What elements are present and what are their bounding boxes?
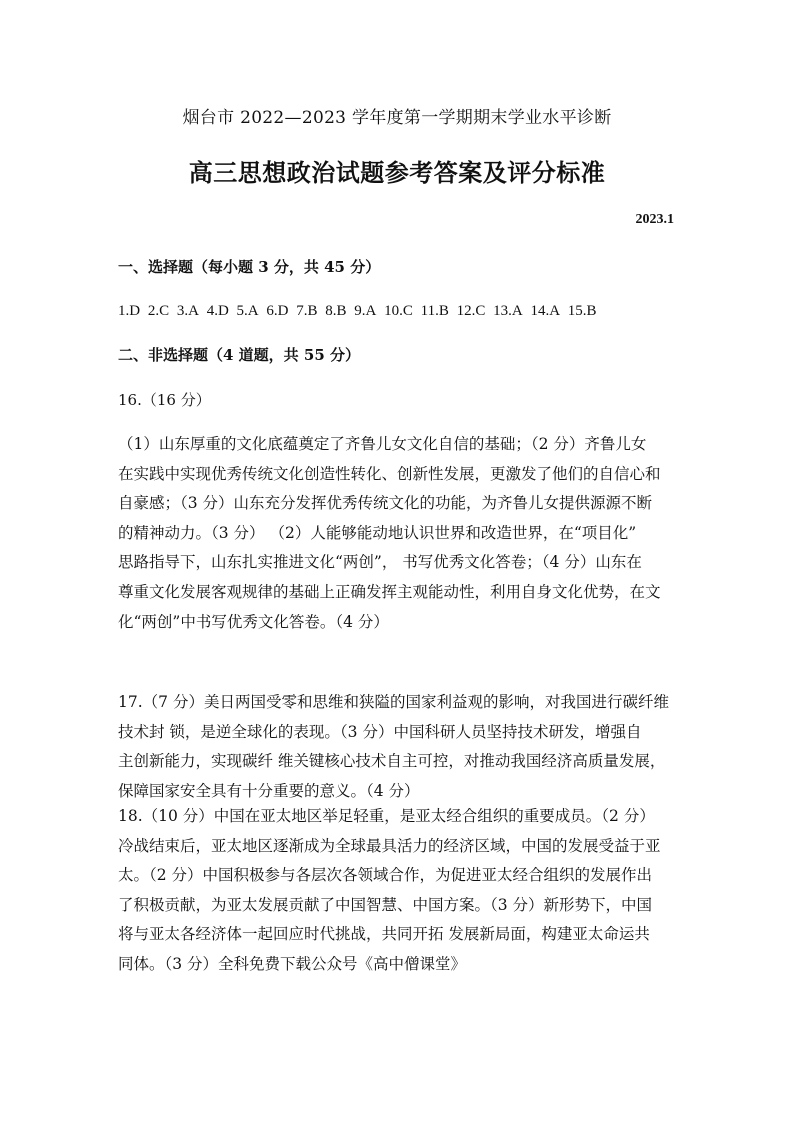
answer-line: 了积极贡献，为亚太发展贡献了中国智慧、中国方案。（3 分）新形势下，中国 bbox=[118, 895, 653, 914]
answer-line: 将与亚太各经济体一起回应时代挑战，共同开拓 发展新局面，构建亚太命运共 bbox=[118, 925, 650, 944]
answer-line: 主创新能力，实现碳纤 维关键核心技术自主可控，对推动我国经济高质量发展， bbox=[118, 752, 666, 771]
answer-item: 11.B bbox=[420, 303, 449, 319]
answer-line: （1）山东厚重的文化底蕴奠定了齐鲁儿女文化自信的基础；（2 分）齐鲁儿女 bbox=[118, 435, 647, 453]
answer-line: 保障国家安全具有十分重要的意义。（4 分） bbox=[118, 781, 420, 800]
answer-item: 13.A bbox=[493, 303, 523, 319]
section-heading-open-questions: 二、非选择题（4 道题，共 55 分） bbox=[118, 346, 360, 364]
answer-item: 15.B bbox=[567, 303, 597, 319]
document-title: 高三思想政治试题参考答案及评分标准 bbox=[188, 158, 606, 187]
answer-item: 10.C bbox=[384, 303, 413, 319]
answer-item: 14.A bbox=[530, 303, 561, 319]
answer-line: 的精神动力。（3 分） （2）人能够能动地认识世界和改造世界，在“项目化” bbox=[118, 523, 637, 542]
answer-line: 17.（7 分）美日两国受零和思维和狭隘的国家利益观的影响，对我国进行碳纤维 bbox=[118, 693, 669, 711]
answer-item: 8.B bbox=[325, 303, 347, 319]
question-17-answer bbox=[118, 688, 678, 806]
answer-line: 18.（10 分）中国在亚太地区举足轻重，是亚太经合组织的重要成员。（2 分） bbox=[118, 807, 655, 825]
answer-line: 尊重文化发展客观规律的基础上正确发挥主观能动性，利用自身文化优势，在文 bbox=[118, 582, 661, 601]
answer-item: 3.A bbox=[176, 303, 199, 319]
exam-subtitle: 烟台市 2022—2023 学年度第一学期期末学业水平诊断 bbox=[182, 108, 612, 128]
section-heading-multiple-choice: 一、选择题（每小题 3 分，共 45 分） bbox=[118, 258, 381, 276]
answer-line: 太。（2 分）中国积极参与各层次各领域合作，为促进亚太经合组织的发展作出 bbox=[118, 866, 653, 885]
answer-item: 9.A bbox=[354, 303, 377, 319]
answer-item: 2.C bbox=[147, 303, 170, 319]
question-18-answer bbox=[118, 802, 678, 980]
answer-line: 技术封 锁，是逆全球化的表现。（3 分）中国科研人员坚持技术研发，增强自 bbox=[118, 722, 642, 741]
answer-item: 5.A bbox=[236, 303, 259, 319]
answer-line: 在实践中实现优秀传统文化创造性转化、创新性发展，更激发了他们的自信心和 bbox=[118, 464, 661, 483]
question-16-heading: 16.（16 分） bbox=[118, 391, 211, 409]
multiple-choice-answers bbox=[118, 300, 601, 322]
answer-line: 同体。（3 分）全科免费下载公众号《高中僧课堂》 bbox=[118, 954, 467, 973]
answer-item: 6.D bbox=[266, 303, 289, 319]
answer-line: 冷战结束后，亚太地区逐渐成为全球最具活力的经济区域，中国的发展受益于亚 bbox=[118, 836, 661, 855]
answer-item: 7.B bbox=[296, 303, 318, 319]
answer-line: 思路指导下，山东扎实推进文化“两创”， 书写优秀文化答卷；（4 分）山东在 bbox=[118, 553, 642, 572]
answer-item: 1.D bbox=[118, 303, 141, 319]
document-date: 2023.1 bbox=[635, 212, 674, 227]
answer-item: 12.C bbox=[456, 303, 486, 319]
answer-line: 化“两创”中书写优秀文化答卷。（4 分） bbox=[118, 612, 389, 631]
question-16-answer bbox=[118, 430, 678, 637]
answer-line: 自豪感；（3 分）山东充分发挥优秀传统文化的功能，为齐鲁儿女提供源源不断 bbox=[118, 494, 653, 513]
answer-item: 4.D bbox=[206, 303, 229, 319]
